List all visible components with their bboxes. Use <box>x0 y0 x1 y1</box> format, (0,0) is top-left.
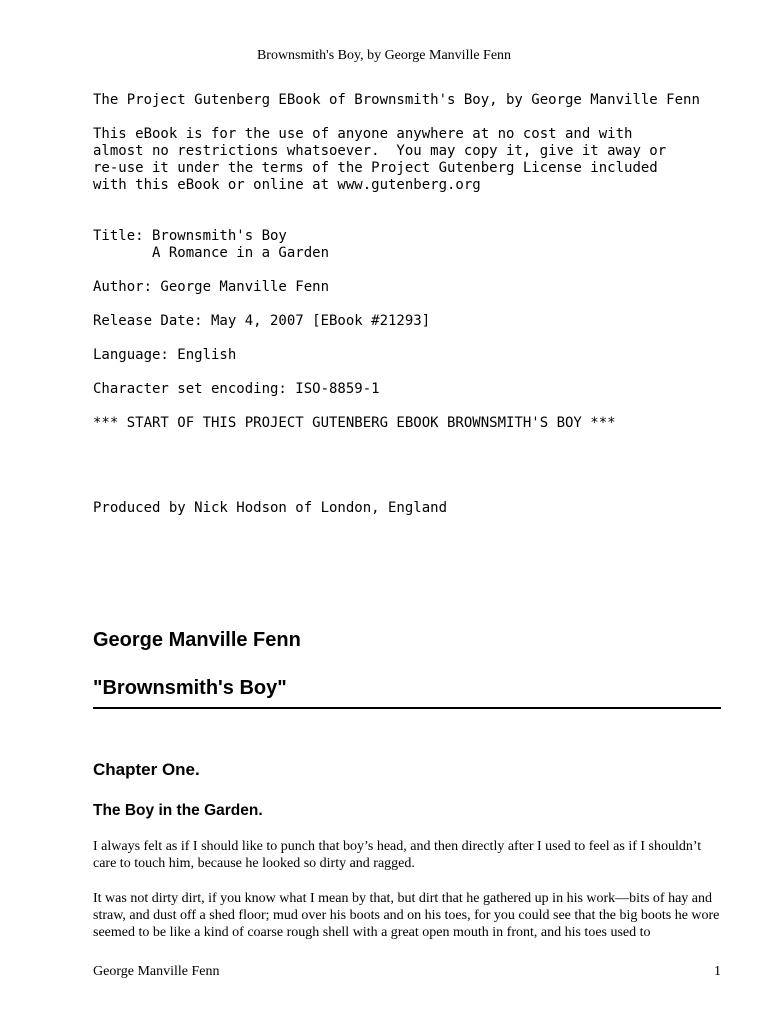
author-heading: George Manville Fenn <box>93 629 301 651</box>
page-number: 1 <box>714 964 721 979</box>
chapter-heading: Chapter One. <box>93 760 200 779</box>
start-marker: *** START OF THIS PROJECT GUTENBERG EBOOK BROWNSMITH'S BOY *** <box>93 415 616 431</box>
producer-credit: Produced by Nick Hodson of London, England <box>93 500 448 516</box>
body-paragraph: I always felt as if I should like to punch that boy’s head, and then directly after I used to feel as if I shouldn’t care to touch him, because he looked so dirty and ragged. <box>93 839 702 871</box>
language-field: Language: English <box>93 347 237 363</box>
title-divider <box>93 707 721 709</box>
gutenberg-intro: The Project Gutenberg EBook of Brownsmith's Boy, by George Manville Fenn <box>93 92 700 108</box>
body-paragraph: It was not dirty dirt, if you know what I mean by that, but dirt that he gathered up in his work—bits of hay and straw, and dust off a shed floor; mud over his boots and on his toes, for you could see that the big boots he wore seemed to be like a kind of coarse rough shell with a great open mouth in front, and his toes used to <box>93 891 720 940</box>
chapter-subtitle: The Boy in the Garden. <box>93 802 263 819</box>
title-field: Title: Brownsmith's Boy A Romance in a Garden <box>93 228 330 261</box>
encoding-field: Character set encoding: ISO-8859-1 <box>93 381 380 397</box>
footer-author: George Manville Fenn <box>93 964 220 979</box>
book-title-heading: "Brownsmith's Boy" <box>93 677 287 699</box>
release-date-field: Release Date: May 4, 2007 [EBook #21293] <box>93 313 431 329</box>
license-notice: This eBook is for the use of anyone anywhere at no cost and with almost no restrictions whatsoever. You may copy it, give it away or re-use it under the terms of the Project Gutenberg License included with this eBook or online at www.gutenberg.org <box>93 126 667 193</box>
author-field: Author: George Manville Fenn <box>93 279 330 295</box>
running-header: Brownsmith's Boy, by George Manville Fenn <box>256 48 512 63</box>
